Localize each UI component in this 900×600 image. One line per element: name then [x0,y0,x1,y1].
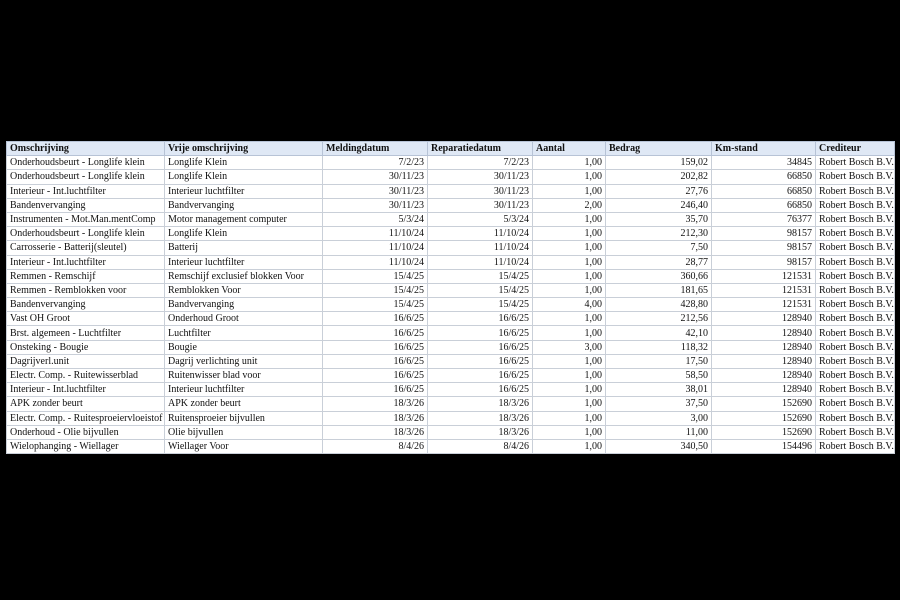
cell-reparatiedatum[interactable]: 16/6/25 [428,340,533,354]
cell-bedrag[interactable]: 181,65 [606,283,712,297]
table-row [7,411,895,425]
cell-bedrag[interactable]: 246,40 [606,198,712,212]
cell-km-stand[interactable]: 76377 [712,212,816,226]
cell-aantal[interactable]: 1,00 [533,397,606,411]
cell-crediteur[interactable]: Robert Bosch B.V. [816,198,895,212]
cell-omschrijving[interactable]: Interieur - Int.luchtfilter [7,184,165,198]
cell-aantal[interactable]: 1,00 [533,369,606,383]
cell-bedrag[interactable]: 159,02 [606,156,712,170]
cell-vrije-omschrijving[interactable]: Bandvervanging [165,298,323,312]
cell-crediteur[interactable]: Robert Bosch B.V. [816,383,895,397]
table-row [7,227,895,241]
cell-km-stand[interactable]: 128940 [712,326,816,340]
cell-vrije-omschrijving[interactable]: Remschijf exclusief blokken Voor [165,269,323,283]
cell-bedrag[interactable]: 28,77 [606,255,712,269]
cell-bedrag[interactable]: 17,50 [606,354,712,368]
cell-vrije-omschrijving[interactable]: Interieur luchtfilter [165,255,323,269]
cell-bedrag[interactable]: 212,30 [606,227,712,241]
cell-vrije-omschrijving[interactable]: Motor management computer [165,212,323,226]
cell-meldingdatum[interactable]: 18/3/26 [323,411,428,425]
cell-meldingdatum[interactable]: 16/6/25 [323,340,428,354]
cell-reparatiedatum[interactable]: 15/4/25 [428,283,533,297]
cell-meldingdatum[interactable]: 18/3/26 [323,425,428,439]
cell-reparatiedatum[interactable]: 16/6/25 [428,312,533,326]
table-row [7,425,895,439]
cell-aantal[interactable]: 1,00 [533,283,606,297]
cell-km-stand[interactable]: 128940 [712,312,816,326]
cell-omschrijving[interactable]: Bandenvervanging [7,198,165,212]
cell-meldingdatum[interactable]: 7/2/23 [323,156,428,170]
cell-omschrijving[interactable]: Electr. Comp. - Ruitewisserblad [7,369,165,383]
cell-aantal[interactable]: 1,00 [533,326,606,340]
cell-km-stand[interactable]: 152690 [712,397,816,411]
column-header-aantal[interactable]: Aantal [533,142,606,156]
cell-crediteur[interactable]: Robert Bosch B.V. [816,340,895,354]
table-row [7,354,895,368]
cell-crediteur[interactable]: Robert Bosch B.V. [816,411,895,425]
cell-vrije-omschrijving[interactable]: Wiellager Voor [165,439,323,453]
cell-crediteur[interactable]: Robert Bosch B.V. [816,241,895,255]
cell-omschrijving[interactable]: Wielophanging - Wiellager [7,439,165,453]
cell-omschrijving[interactable]: Bandenvervanging [7,298,165,312]
cell-meldingdatum[interactable]: 30/11/23 [323,170,428,184]
cell-reparatiedatum[interactable]: 18/3/26 [428,397,533,411]
cell-omschrijving[interactable]: Onderhoudsbeurt - Longlife klein [7,227,165,241]
cell-vrije-omschrijving[interactable]: Interieur luchtfilter [165,383,323,397]
cell-vrije-omschrijving[interactable]: Olie bijvullen [165,425,323,439]
cell-crediteur[interactable]: Robert Bosch B.V. [816,170,895,184]
table-row [7,298,895,312]
cell-omschrijving[interactable]: Onderhoud - Olie bijvullen [7,425,165,439]
cell-km-stand[interactable]: 152690 [712,411,816,425]
cell-meldingdatum[interactable]: 15/4/25 [323,298,428,312]
cell-km-stand[interactable]: 34845 [712,156,816,170]
cell-vrije-omschrijving[interactable]: Luchtfilter [165,326,323,340]
cell-meldingdatum[interactable]: 11/10/24 [323,241,428,255]
cell-km-stand[interactable]: 66850 [712,170,816,184]
cell-vrije-omschrijving[interactable]: Bandvervanging [165,198,323,212]
cell-km-stand[interactable]: 152690 [712,425,816,439]
table-row [7,283,895,297]
cell-meldingdatum[interactable]: 8/4/26 [323,439,428,453]
cell-crediteur[interactable]: Robert Bosch B.V. [816,369,895,383]
table-row [7,439,895,453]
column-header-vrije-omschrijving[interactable]: Vrije omschrijving [165,142,323,156]
table-row [7,269,895,283]
cell-vrije-omschrijving[interactable]: Batterij [165,241,323,255]
table-row [7,156,895,170]
table-row [7,184,895,198]
cell-meldingdatum[interactable]: 16/6/25 [323,354,428,368]
cell-omschrijving[interactable]: Onderhoudsbeurt - Longlife klein [7,170,165,184]
cell-reparatiedatum[interactable]: 11/10/24 [428,255,533,269]
cell-bedrag[interactable]: 428,80 [606,298,712,312]
cell-omschrijving[interactable]: Interieur - Int.luchtfilter [7,383,165,397]
cell-crediteur[interactable]: Robert Bosch B.V. [816,283,895,297]
cell-reparatiedatum[interactable]: 15/4/25 [428,298,533,312]
table-row [7,241,895,255]
table-row [7,198,895,212]
spreadsheet-sheet [6,141,894,454]
maintenance-table [6,141,895,454]
table-row [7,255,895,269]
cell-km-stand[interactable]: 98157 [712,241,816,255]
cell-vrije-omschrijving[interactable]: Bougie [165,340,323,354]
cell-vrije-omschrijving[interactable]: Longlife Klein [165,170,323,184]
cell-reparatiedatum[interactable]: 16/6/25 [428,354,533,368]
cell-km-stand[interactable]: 128940 [712,383,816,397]
cell-crediteur[interactable]: Robert Bosch B.V. [816,439,895,453]
cell-meldingdatum[interactable]: 16/6/25 [323,326,428,340]
cell-crediteur[interactable]: Robert Bosch B.V. [816,156,895,170]
cell-meldingdatum[interactable]: 30/11/23 [323,184,428,198]
cell-omschrijving[interactable]: Instrumenten - Mot.Man.mentComp [7,212,165,226]
cell-reparatiedatum[interactable]: 5/3/24 [428,212,533,226]
cell-meldingdatum[interactable]: 11/10/24 [323,227,428,241]
cell-omschrijving[interactable]: Interieur - Int.luchtfilter [7,255,165,269]
cell-omschrijving[interactable]: Electr. Comp. - Ruitesproeiervloeistof [7,411,165,425]
cell-omschrijving[interactable]: Carrosserie - Batterij(sleutel) [7,241,165,255]
cell-reparatiedatum[interactable]: 30/11/23 [428,184,533,198]
cell-aantal[interactable]: 1,00 [533,269,606,283]
column-header-km-stand[interactable]: Km-stand [712,142,816,156]
cell-omschrijving[interactable]: Remmen - Remblokken voor [7,283,165,297]
cell-crediteur[interactable]: Robert Bosch B.V. [816,212,895,226]
cell-reparatiedatum[interactable]: 16/6/25 [428,369,533,383]
cell-reparatiedatum[interactable]: 15/4/25 [428,269,533,283]
cell-bedrag[interactable]: 7,50 [606,241,712,255]
cell-aantal[interactable]: 3,00 [533,340,606,354]
cell-aantal[interactable]: 1,00 [533,354,606,368]
cell-meldingdatum[interactable]: 5/3/24 [323,212,428,226]
cell-aantal[interactable]: 2,00 [533,198,606,212]
cell-aantal[interactable]: 1,00 [533,170,606,184]
cell-crediteur[interactable]: Robert Bosch B.V. [816,255,895,269]
cell-omschrijving[interactable]: Onsteking - Bougie [7,340,165,354]
cell-crediteur[interactable]: Robert Bosch B.V. [816,269,895,283]
cell-crediteur[interactable]: Robert Bosch B.V. [816,354,895,368]
table-row [7,340,895,354]
cell-reparatiedatum[interactable]: 11/10/24 [428,227,533,241]
cell-meldingdatum[interactable]: 16/6/25 [323,312,428,326]
table-row [7,397,895,411]
cell-crediteur[interactable]: Robert Bosch B.V. [816,312,895,326]
cell-reparatiedatum[interactable]: 7/2/23 [428,156,533,170]
cell-crediteur[interactable]: Robert Bosch B.V. [816,227,895,241]
cell-bedrag[interactable]: 340,50 [606,439,712,453]
table-row [7,312,895,326]
cell-bedrag[interactable]: 37,50 [606,397,712,411]
cell-reparatiedatum[interactable]: 11/10/24 [428,241,533,255]
cell-reparatiedatum[interactable]: 30/11/23 [428,170,533,184]
cell-vrije-omschrijving[interactable]: Onderhoud Groot [165,312,323,326]
cell-omschrijving[interactable]: Onderhoudsbeurt - Longlife klein [7,156,165,170]
cell-crediteur[interactable]: Robert Bosch B.V. [816,326,895,340]
table-row [7,383,895,397]
cell-vrije-omschrijving[interactable]: Longlife Klein [165,227,323,241]
cell-vrije-omschrijving[interactable]: APK zonder beurt [165,397,323,411]
cell-aantal[interactable]: 1,00 [533,439,606,453]
cell-meldingdatum[interactable]: 16/6/25 [323,369,428,383]
cell-omschrijving[interactable]: Remmen - Remschijf [7,269,165,283]
cell-omschrijving[interactable]: Vast OH Groot [7,312,165,326]
column-header-omschrijving[interactable]: Omschrijving [7,142,165,156]
cell-km-stand[interactable]: 66850 [712,198,816,212]
column-header-reparatiedatum[interactable]: Reparatiedatum [428,142,533,156]
cell-aantal[interactable]: 1,00 [533,425,606,439]
table-row [7,369,895,383]
cell-omschrijving[interactable]: Brst. algemeen - Luchtfilter [7,326,165,340]
cell-vrije-omschrijving[interactable]: Ruitenwisser blad voor [165,369,323,383]
cell-meldingdatum[interactable]: 15/4/25 [323,269,428,283]
cell-crediteur[interactable]: Robert Bosch B.V. [816,425,895,439]
cell-aantal[interactable]: 1,00 [533,255,606,269]
cell-reparatiedatum[interactable]: 8/4/26 [428,439,533,453]
cell-crediteur[interactable]: Robert Bosch B.V. [816,397,895,411]
cell-vrije-omschrijving[interactable]: Interieur luchtfilter [165,184,323,198]
cell-bedrag[interactable]: 202,82 [606,170,712,184]
cell-omschrijving[interactable]: APK zonder beurt [7,397,165,411]
cell-km-stand[interactable]: 98157 [712,255,816,269]
column-header-meldingdatum[interactable]: Meldingdatum [323,142,428,156]
cell-bedrag[interactable]: 35,70 [606,212,712,226]
cell-meldingdatum[interactable]: 15/4/25 [323,283,428,297]
cell-meldingdatum[interactable]: 30/11/23 [323,198,428,212]
cell-km-stand[interactable]: 121531 [712,298,816,312]
cell-reparatiedatum[interactable]: 16/6/25 [428,383,533,397]
cell-crediteur[interactable]: Robert Bosch B.V. [816,298,895,312]
cell-omschrijving[interactable]: Dagrijverl.unit [7,354,165,368]
cell-km-stand[interactable]: 121531 [712,283,816,297]
cell-crediteur[interactable]: Robert Bosch B.V. [816,184,895,198]
cell-bedrag[interactable]: 58,50 [606,369,712,383]
cell-bedrag[interactable]: 11,00 [606,425,712,439]
cell-meldingdatum[interactable]: 18/3/26 [323,397,428,411]
cell-km-stand[interactable]: 121531 [712,269,816,283]
cell-reparatiedatum[interactable]: 18/3/26 [428,425,533,439]
cell-aantal[interactable]: 1,00 [533,241,606,255]
table-row [7,170,895,184]
cell-aantal[interactable]: 1,00 [533,156,606,170]
cell-aantal[interactable]: 1,00 [533,383,606,397]
cell-vrije-omschrijving[interactable]: Dagrij verlichting unit [165,354,323,368]
cell-km-stand[interactable]: 154496 [712,439,816,453]
cell-vrije-omschrijving[interactable]: Remblokken Voor [165,283,323,297]
cell-vrije-omschrijving[interactable]: Longlife Klein [165,156,323,170]
column-header-crediteur[interactable]: Crediteur [816,142,895,156]
cell-reparatiedatum[interactable]: 16/6/25 [428,326,533,340]
cell-aantal[interactable]: 1,00 [533,184,606,198]
cell-meldingdatum[interactable]: 16/6/25 [323,383,428,397]
cell-bedrag[interactable]: 42,10 [606,326,712,340]
cell-reparatiedatum[interactable]: 18/3/26 [428,411,533,425]
cell-meldingdatum[interactable]: 11/10/24 [323,255,428,269]
table-row [7,212,895,226]
cell-vrije-omschrijving[interactable]: Ruitensproeier bijvullen [165,411,323,425]
cell-km-stand[interactable]: 98157 [712,227,816,241]
cell-km-stand[interactable]: 128940 [712,369,816,383]
cell-bedrag[interactable]: 118,32 [606,340,712,354]
cell-bedrag[interactable]: 38,01 [606,383,712,397]
cell-bedrag[interactable]: 212,56 [606,312,712,326]
cell-km-stand[interactable]: 128940 [712,340,816,354]
table-row [7,326,895,340]
cell-reparatiedatum[interactable]: 30/11/23 [428,198,533,212]
cell-bedrag[interactable]: 3,00 [606,411,712,425]
cell-km-stand[interactable]: 128940 [712,354,816,368]
cell-aantal[interactable]: 4,00 [533,298,606,312]
column-header-bedrag[interactable]: Bedrag [606,142,712,156]
cell-aantal[interactable]: 1,00 [533,411,606,425]
cell-bedrag[interactable]: 360,66 [606,269,712,283]
cell-bedrag[interactable]: 27,76 [606,184,712,198]
header-row [7,142,895,156]
cell-aantal[interactable]: 1,00 [533,212,606,226]
table-body [7,156,895,454]
cell-aantal[interactable]: 1,00 [533,312,606,326]
cell-aantal[interactable]: 1,00 [533,227,606,241]
cell-km-stand[interactable]: 66850 [712,184,816,198]
